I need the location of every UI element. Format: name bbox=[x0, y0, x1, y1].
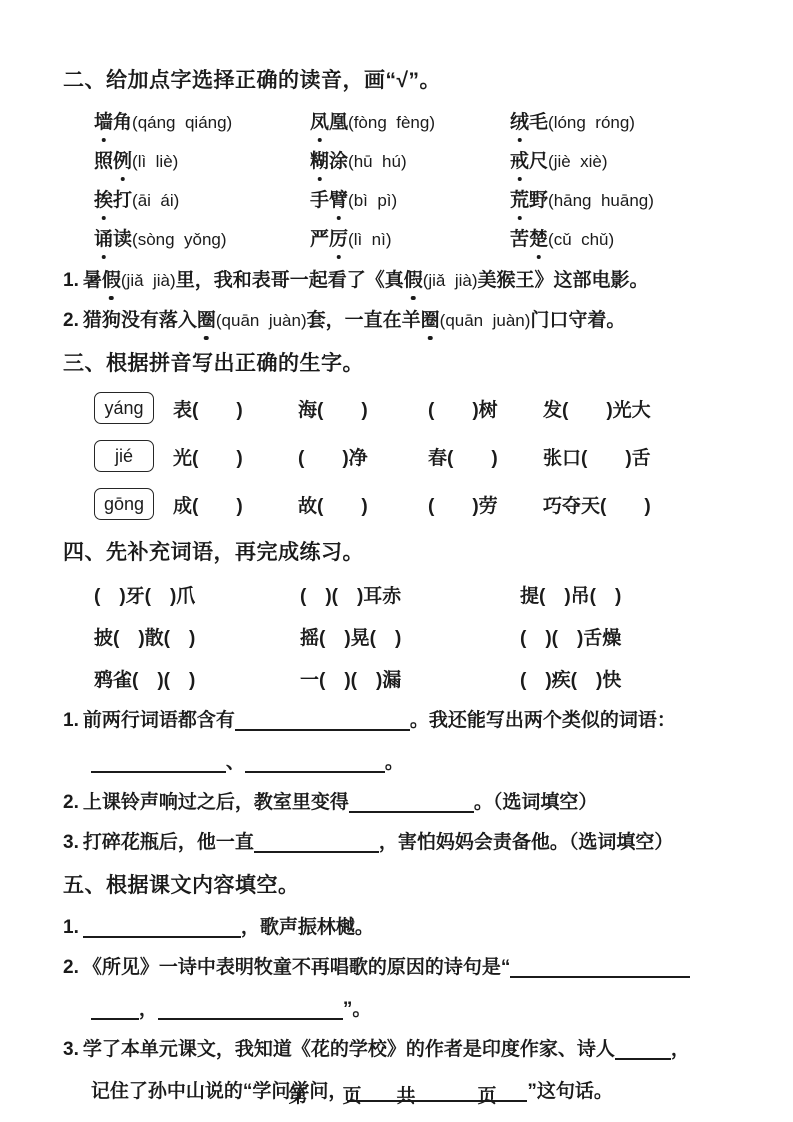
pronunciation-word bbox=[310, 148, 510, 187]
pinyin-options: (sòng yǒng) bbox=[132, 230, 227, 249]
text-run: 严 bbox=[310, 229, 330, 250]
text-run: 记住了孙中山说的“学问学问， bbox=[90, 1081, 348, 1102]
text-run: 前两行词语都含有 bbox=[82, 710, 235, 731]
section-pronunciation bbox=[63, 64, 763, 334]
section-2-title: 二、给加点字选择正确的读音，画“√”。 bbox=[63, 69, 442, 92]
text-run: ，歌声振林樾。 bbox=[240, 917, 374, 938]
text-run: 读 bbox=[113, 229, 133, 250]
text-run: 涂 bbox=[329, 151, 349, 172]
idiom-row bbox=[94, 581, 763, 608]
marked-char: 楚 bbox=[529, 226, 548, 253]
section-3-title: 三、根据拼音写出正确的生字。 bbox=[63, 352, 364, 375]
section-complete-words bbox=[63, 536, 763, 856]
section-text-fill-in bbox=[63, 869, 763, 1105]
fill-word: 春( ) bbox=[428, 447, 498, 469]
pinyin-options: (lóng róng) bbox=[548, 113, 635, 132]
marked-char: 荒 bbox=[510, 187, 529, 214]
fill-line bbox=[83, 914, 763, 941]
item-number: 3. bbox=[63, 832, 79, 853]
item-number: 3. bbox=[63, 1039, 79, 1060]
exercise-line bbox=[83, 707, 763, 734]
marked-char: 圈 bbox=[421, 307, 440, 334]
idiom-row bbox=[94, 623, 763, 650]
pinyin-options: (jiè xiè) bbox=[548, 152, 608, 171]
marked-char: 厉 bbox=[329, 226, 348, 253]
text-run: 苦 bbox=[510, 229, 530, 250]
fill-line bbox=[83, 954, 763, 981]
fill-blank bbox=[349, 799, 474, 813]
pinyin-options: (lì liè) bbox=[132, 152, 179, 171]
fill-blank bbox=[158, 1006, 343, 1020]
idiom-blank: 鸦雀( )( ) bbox=[94, 670, 196, 691]
text-run: 打碎花瓶后，他一直 bbox=[82, 832, 254, 853]
text-run: 毛 bbox=[529, 112, 549, 133]
pronunciation-word bbox=[94, 187, 310, 226]
marked-char: 绒 bbox=[510, 109, 529, 136]
marked-char: 臂 bbox=[329, 187, 348, 214]
fill-word: ( )净 bbox=[298, 447, 368, 469]
pinyin-options: (jiǎ jià) bbox=[120, 271, 176, 290]
pronunciation-word bbox=[310, 187, 510, 226]
pronunciation-word bbox=[94, 109, 310, 148]
idiom-blank: 披( )散( ) bbox=[94, 628, 196, 649]
fill-line bbox=[83, 1036, 763, 1063]
text-run: 门口守着。 bbox=[530, 310, 626, 331]
fill-word: 故( ) bbox=[298, 495, 368, 517]
pronunciation-sentence-2 bbox=[63, 307, 763, 334]
fill-word: 成( ) bbox=[173, 495, 243, 517]
marked-char: 挨 bbox=[94, 187, 113, 214]
pronunciation-word bbox=[310, 109, 510, 148]
fill-blank bbox=[254, 839, 379, 853]
marked-char: 假 bbox=[102, 267, 121, 294]
fill-word: ( )树 bbox=[428, 399, 498, 421]
pinyin-options: (quān juàn) bbox=[215, 311, 307, 330]
exercise-line bbox=[83, 829, 763, 856]
marked-char: 凤 bbox=[310, 109, 329, 136]
fill-word: 表( ) bbox=[173, 399, 243, 421]
pinyin-options: (quān juàn) bbox=[439, 311, 531, 330]
marked-char: 戒 bbox=[510, 148, 529, 175]
text-run: 套，一直在羊 bbox=[306, 310, 421, 331]
page-footer: 第 页 共 页 bbox=[288, 1086, 505, 1107]
fill-word: 发( )光大 bbox=[543, 399, 651, 421]
pronunciation-word bbox=[94, 226, 310, 265]
pronunciation-word bbox=[310, 226, 510, 265]
item-number: 2. bbox=[63, 310, 79, 331]
pinyin-options: (hū hú) bbox=[348, 152, 407, 171]
text-run: 里，我和表哥一起看了《真 bbox=[175, 270, 404, 291]
idiom-blank: 一( )( )漏 bbox=[300, 670, 402, 691]
pinyin-options: (lì nì) bbox=[348, 230, 392, 249]
idiom-blank: ( )疾( )快 bbox=[520, 670, 622, 691]
fill-blank bbox=[245, 759, 385, 773]
fill-item-2 bbox=[63, 954, 763, 1023]
fill-blank bbox=[615, 1046, 671, 1060]
text-run: ”。 bbox=[342, 999, 372, 1020]
text-run: 、 bbox=[225, 752, 245, 773]
text-run: 野 bbox=[529, 190, 549, 211]
fill-line bbox=[91, 996, 763, 1023]
exercise-line bbox=[91, 749, 763, 776]
marked-char: 诵 bbox=[94, 226, 113, 253]
text-run: 手 bbox=[310, 190, 330, 211]
exercise-item-3 bbox=[63, 829, 763, 856]
text-run: 猎狗没有落入 bbox=[82, 310, 197, 331]
exercise-item-1 bbox=[63, 707, 763, 776]
pinyin-options: (jiǎ jià) bbox=[422, 271, 478, 290]
text-run: ， bbox=[138, 999, 158, 1020]
item-number: 1. bbox=[63, 710, 79, 731]
idiom-blank: 提( )吊( ) bbox=[520, 586, 622, 607]
text-run: 美猴王》这部电影。 bbox=[477, 270, 649, 291]
fill-blank bbox=[510, 964, 690, 978]
text-run: 打 bbox=[113, 190, 133, 211]
text-run: 。（选词填空） bbox=[473, 792, 598, 813]
text-run: 角 bbox=[113, 112, 133, 133]
pinyin-options: (fòng fèng) bbox=[348, 113, 435, 132]
item-number: 1. bbox=[63, 270, 79, 291]
fill-blank bbox=[83, 924, 241, 938]
pronunciation-word bbox=[510, 187, 763, 226]
text-run: 《所见》一诗中表明牧童不再唱歌的原因的诗句是“ bbox=[82, 957, 511, 978]
pinyin-box: yáng bbox=[94, 392, 154, 424]
pronunciation-word bbox=[510, 109, 763, 148]
pronunciation-sentence-1 bbox=[63, 267, 763, 294]
fill-blank bbox=[91, 1006, 139, 1020]
idiom-blank: 摇( )晃( ) bbox=[300, 628, 402, 649]
exercise-item-2 bbox=[63, 789, 763, 816]
item-number: 1. bbox=[63, 917, 79, 938]
text-run: 学了本单元课文，我知道《花的学校》的作者是印度作家、诗人 bbox=[82, 1039, 615, 1060]
pinyin-options: (qáng qiáng) bbox=[132, 113, 233, 132]
marked-char: 例 bbox=[113, 148, 132, 175]
fill-word: 海( ) bbox=[298, 399, 368, 421]
text-run: ， bbox=[670, 1039, 690, 1060]
fill-item-1 bbox=[63, 914, 763, 941]
idiom-blank: ( )( )舌燥 bbox=[520, 628, 622, 649]
fill-blank bbox=[235, 717, 410, 731]
text-run: 暑 bbox=[82, 270, 102, 291]
pinyin-row bbox=[94, 392, 763, 424]
fill-word: 巧夺天( ) bbox=[543, 495, 651, 517]
sentence-line bbox=[83, 267, 763, 294]
pinyin-box: jié bbox=[94, 440, 154, 472]
section-4-title: 四、先补充词语，再完成练习。 bbox=[63, 541, 364, 564]
marked-char: 圈 bbox=[197, 307, 216, 334]
pronunciation-word bbox=[510, 148, 763, 187]
pinyin-box: gōng bbox=[94, 488, 154, 520]
fill-word: 张口( )舌 bbox=[543, 447, 651, 469]
sentence-line bbox=[83, 307, 763, 334]
text-run: 凰 bbox=[329, 112, 349, 133]
pronunciation-word-grid bbox=[94, 109, 763, 265]
text-run: ，害怕妈妈会责备他。（选词填空） bbox=[378, 832, 674, 853]
idiom-row bbox=[94, 665, 763, 692]
text-run: 照 bbox=[94, 151, 114, 172]
pronunciation-word bbox=[510, 226, 763, 265]
text-run: 尺 bbox=[529, 151, 549, 172]
fill-word: 光( ) bbox=[173, 447, 243, 469]
pinyin-options: (bì pì) bbox=[348, 191, 398, 210]
marked-char: 墙 bbox=[94, 109, 113, 136]
item-number: 2. bbox=[63, 957, 79, 978]
marked-char: 糊 bbox=[310, 148, 329, 175]
idiom-blank: ( )( )耳赤 bbox=[300, 586, 402, 607]
pinyin-row bbox=[94, 440, 763, 472]
text-run: 。 bbox=[384, 752, 404, 773]
fill-blank bbox=[91, 759, 226, 773]
text-run: 上课铃声响过之后，教室里变得 bbox=[82, 792, 349, 813]
pinyin-options: (āi ái) bbox=[132, 191, 180, 210]
pinyin-row bbox=[94, 488, 763, 520]
marked-char: 假 bbox=[404, 267, 423, 294]
pinyin-options: (cǔ chǔ) bbox=[548, 230, 615, 249]
pinyin-options: (hāng huāng) bbox=[548, 191, 654, 210]
section-5-title: 五、根据课文内容填空。 bbox=[63, 874, 300, 897]
item-number: 2. bbox=[63, 792, 79, 813]
exercise-line bbox=[83, 789, 763, 816]
text-run: 。我还能写出两个类似的词语： bbox=[409, 710, 676, 731]
pronunciation-word bbox=[94, 148, 310, 187]
idiom-blank: ( )牙( )爪 bbox=[94, 586, 196, 607]
section-write-characters bbox=[63, 347, 763, 520]
text-run: ”这句话。 bbox=[527, 1081, 613, 1102]
fill-word: ( )劳 bbox=[428, 495, 498, 517]
